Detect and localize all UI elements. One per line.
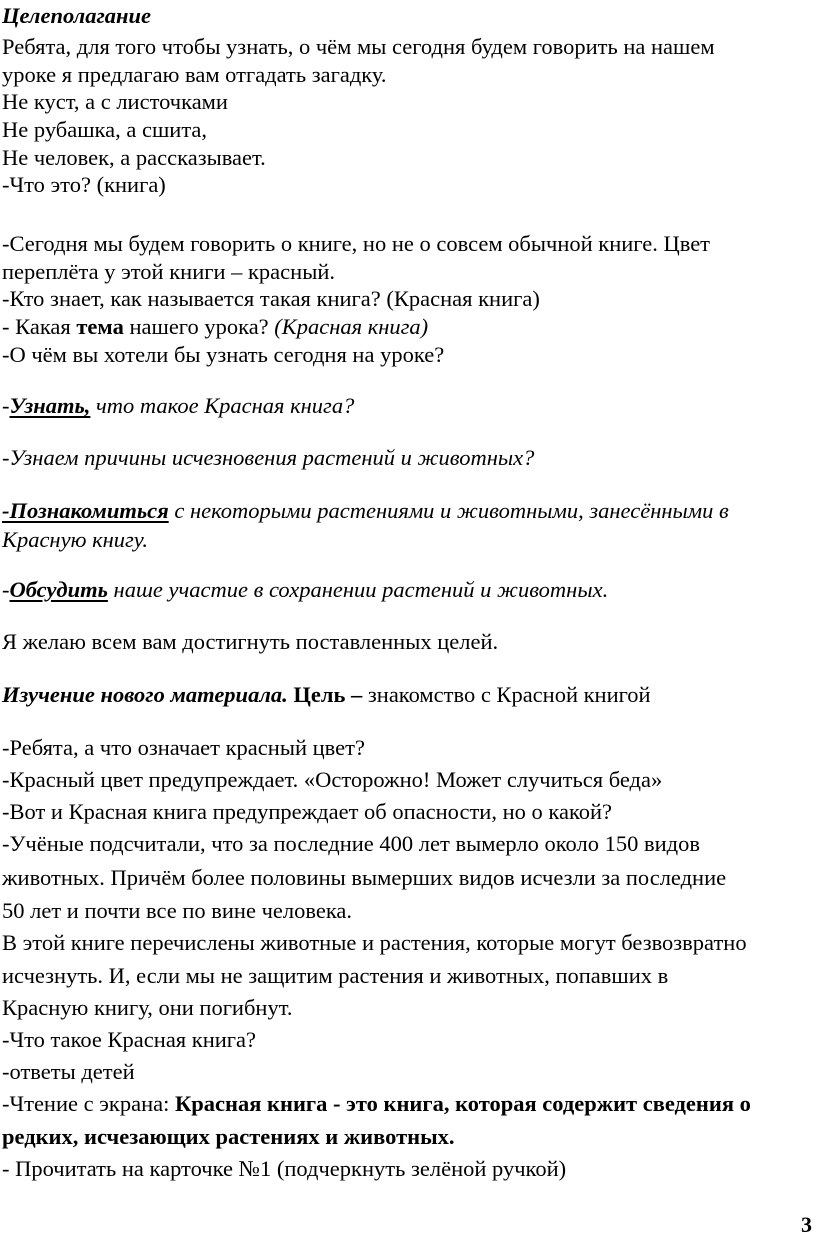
riddle-line-3: Не человек, а рассказывает. [2,145,266,170]
today-line-2: переплёта у этой книги – красный. [2,259,335,284]
who-knows-line: -Кто знает, как называется такая книга? (Красная книга) [2,286,540,311]
goal-line-3 [2,497,729,525]
section-heading-new-material [2,681,651,709]
list-line-3: Красную книгу, они погибнут. [2,995,293,1020]
goal1-bold: Узнать, [9,393,91,418]
scientists-line-3: 50 лет и почти все по вине человека. [2,898,353,923]
topic-prefix: - Какая [2,314,77,339]
card-line: - Прочитать на карточке №1 (подчеркнуть зелёной ручкой) [2,1156,567,1181]
screen-prefix: -Чтение с экрана: [2,1091,175,1116]
riddle-line-1: Не куст, а с листочками [2,89,228,114]
goal-line-1 [2,392,354,420]
book-warns-line: -Вот и Красная книга предупреждает об опасности, но о какой? [2,799,613,824]
goal4-dash: - [2,577,10,602]
today-line-1: -Сегодня мы будем говорить о книге, но не о совсем обычной книге. Цвет [2,231,711,256]
intro-line-2: уроке я предлагаю вам отгадать загадку. [2,62,387,87]
new-material-heading: Изучение нового материала. [2,682,288,707]
goal4-bold: Обсудить [9,577,108,602]
topic-line [2,313,428,341]
screen-definition-2: редких, исчезающих растениях и животных. [2,1124,455,1149]
what-learn-line: -О чём вы хотели бы узнать сегодня на уроке? [2,342,445,367]
screen-definition-1: Красная книга - это книга, которая содержит сведения о [174,1091,751,1116]
what-is-line: -Что такое Красная книга? [2,1027,256,1052]
topic-bold: тема [76,314,124,339]
riddle-question: -Что это? (книга) [2,172,166,197]
goal-line-3b: Красную книгу. [2,527,148,552]
topic-mid: нашего урока? [123,314,275,339]
topic-answer: (Красная книга) [274,314,429,339]
goal3-rest: с некоторыми растениями и животными, занесёнными в [168,498,729,523]
goal1-rest: что такое Красная книга? [90,393,355,418]
section-heading-goal-setting: Целеполагание [2,3,152,28]
screen-reading-line [2,1090,751,1118]
goal-line-4 [2,576,608,604]
goal4-rest: наше участие в сохранении растений и животных. [107,577,609,602]
wish-line: Я желаю всем вам достигнуть поставленных целей. [2,629,499,654]
page-number: 3 [801,1212,812,1237]
answers-line: -ответы детей [2,1059,135,1084]
goal3-bold: -Познакомиться [2,498,169,523]
red-warns-line: -Красный цвет предупреждает. «Осторожно! Может случиться беда» [2,767,663,792]
goal1-dash: - [2,393,10,418]
list-line-1: В этой книге перечислены животные и растения, которые могут безвозвратно [2,930,747,955]
goal-line-2: -Узнаем причины исчезновения растений и животных? [2,445,535,470]
scientists-line-2: животных. Причём более половины вымерших видов исчезли за последние [2,865,727,890]
q-red-line: -Ребята, а что означает красный цвет? [2,735,365,760]
list-line-2: исчезнуть. И, если мы не защитим растения и животных, попавших в [2,963,669,988]
intro-line-1: Ребята, для того чтобы узнать, о чём мы сегодня будем говорить на нашем [2,34,715,59]
goal-label: Цель – [287,682,368,707]
goal-text: знакомство с Красной книгой [367,682,651,707]
riddle-line-2: Не рубашка, а сшита, [2,117,208,142]
scientists-line-1: -Учёные подсчитали, что за последние 400 лет вымерло около 150 видов [2,831,700,856]
